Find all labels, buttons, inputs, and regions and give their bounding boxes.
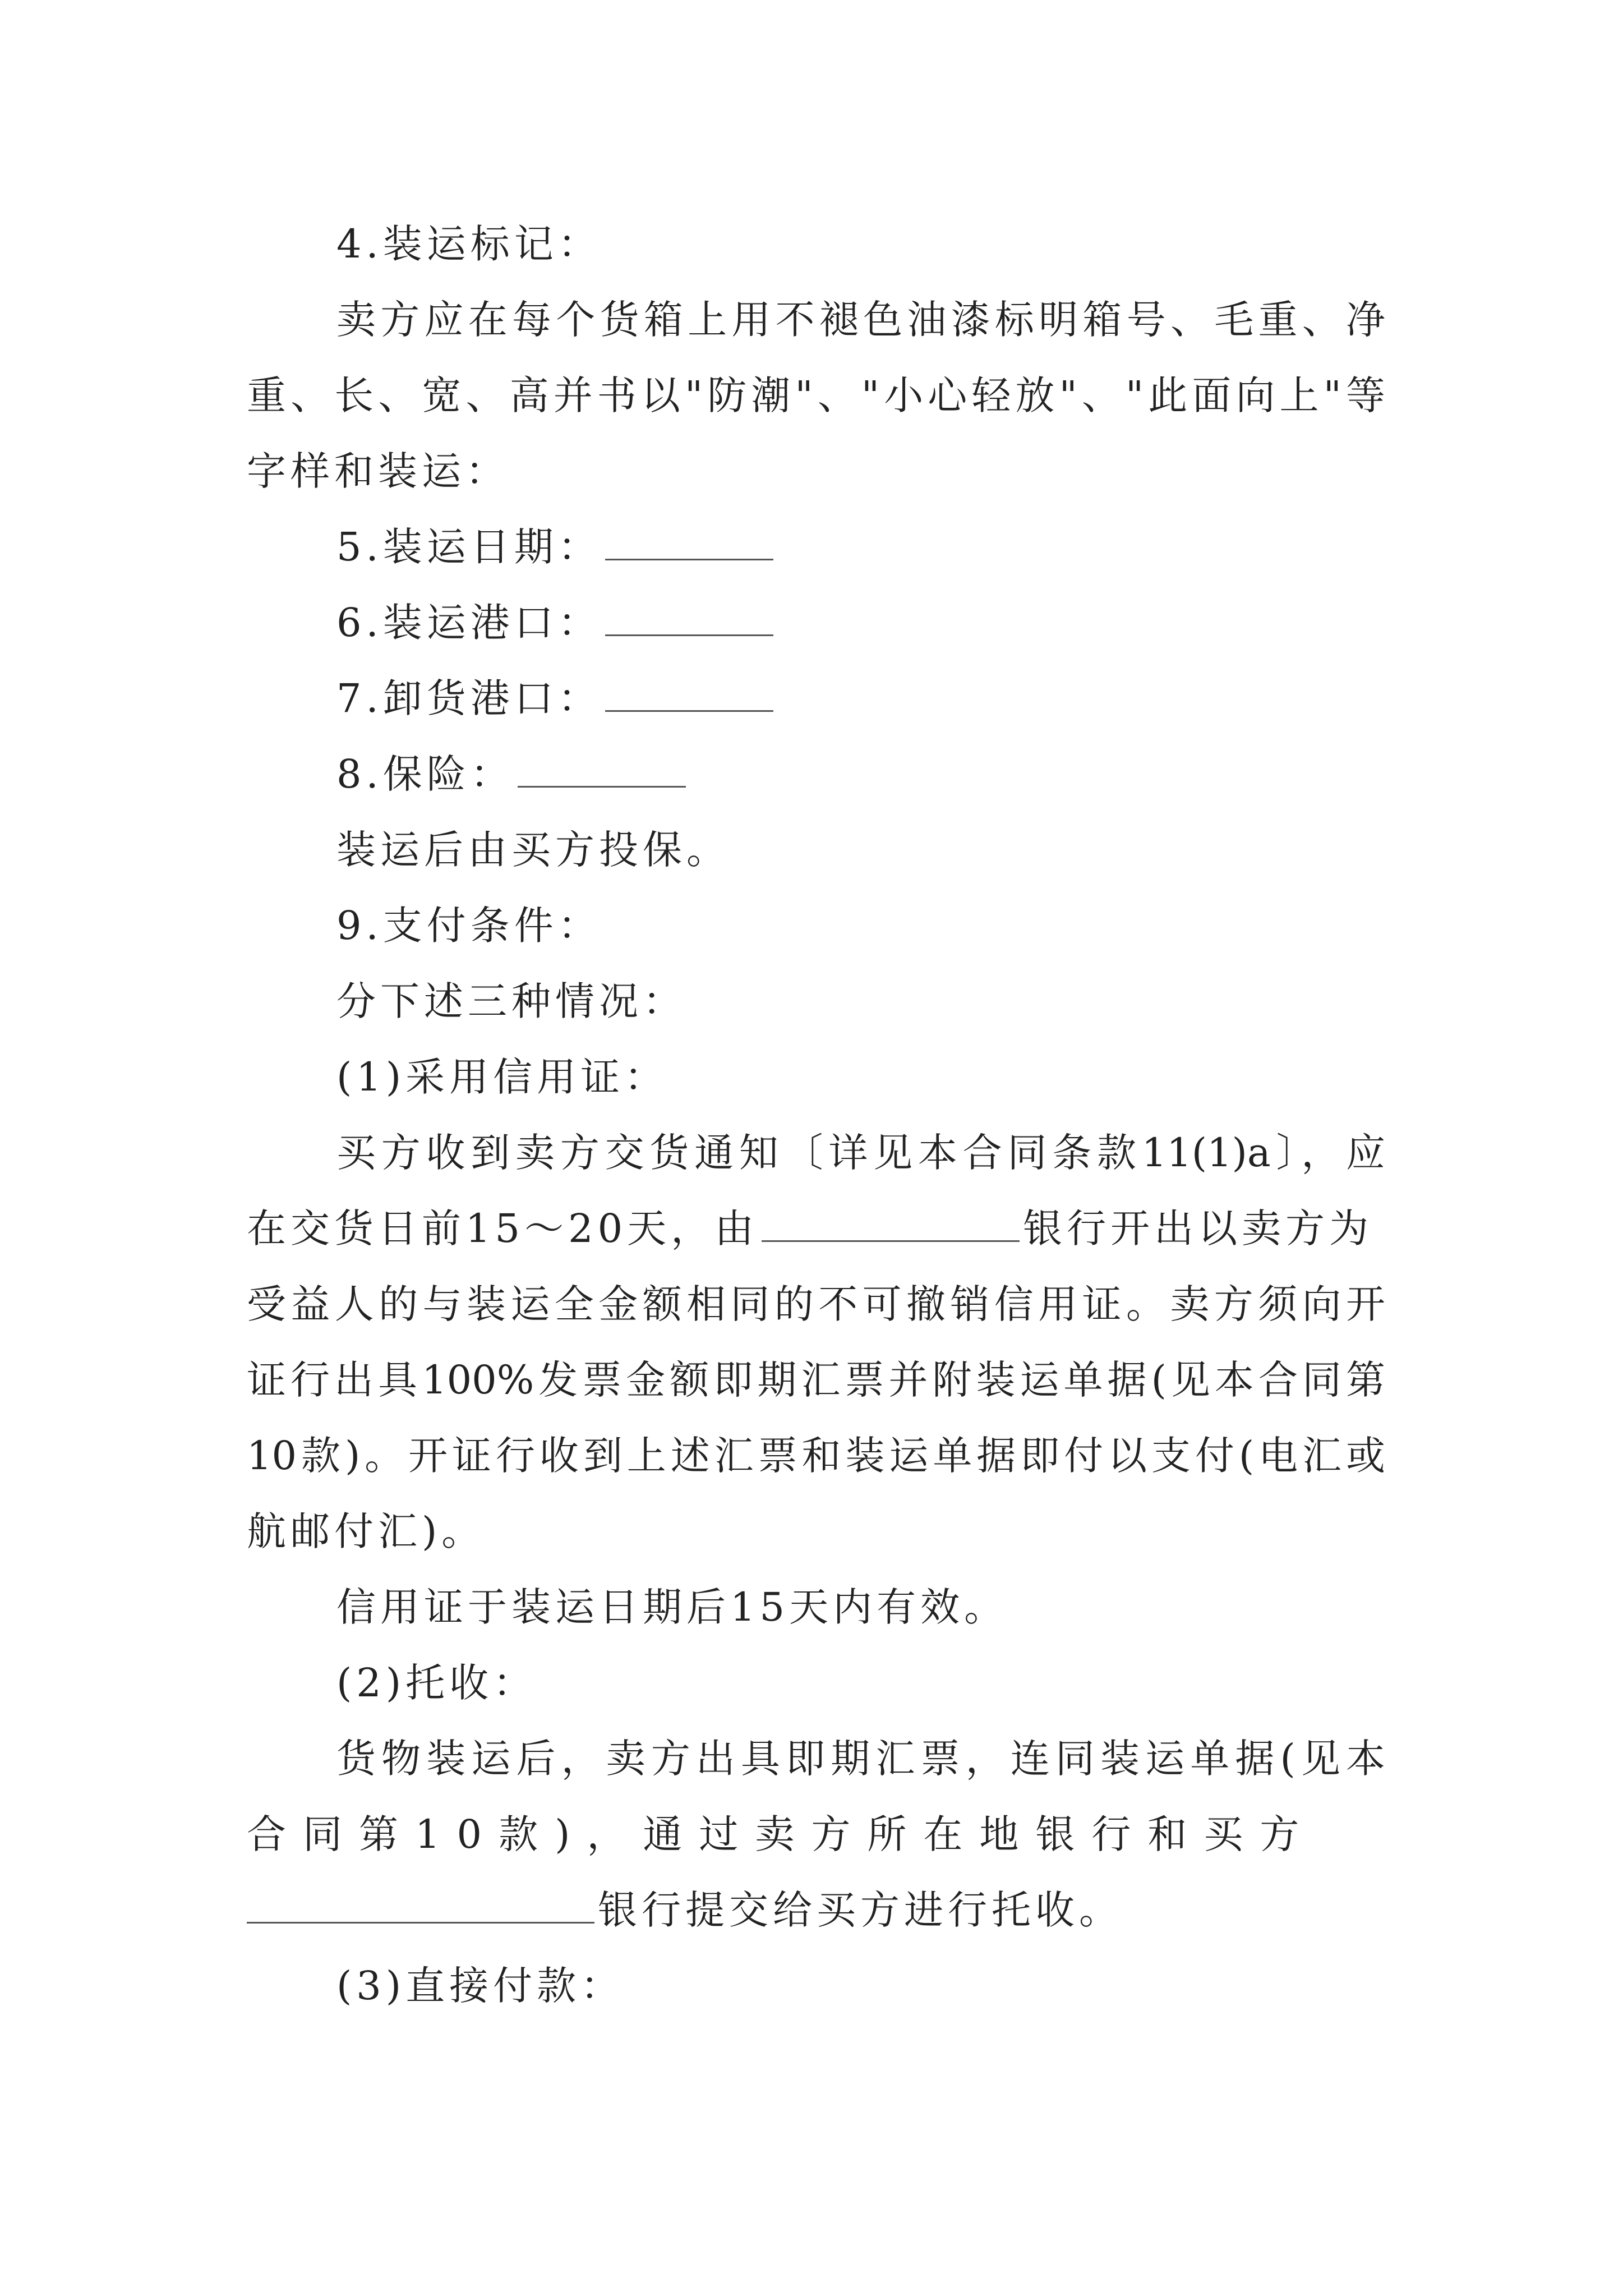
section-heading-payment-terms	[336, 898, 1385, 954]
paragraph-text: (2)托收：	[336, 1660, 537, 1706]
paragraph-text: 货物装运后，卖方出具即期汇票，连同装运单据(见本	[336, 1736, 1385, 1782]
fill-in-blank[interactable]	[605, 597, 773, 636]
paragraph-text: 信用证于装运日期后15天内有效。	[336, 1584, 1008, 1630]
paragraph-line	[336, 1731, 1385, 1787]
paragraph-text: 装运后由买方投保。	[336, 827, 730, 873]
subheading-collection	[336, 1655, 1385, 1711]
paragraph-line	[247, 1200, 1385, 1257]
paragraph-text: 航邮付汇)。	[247, 1508, 486, 1554]
subheading-direct-payment	[336, 1958, 1385, 2014]
paragraph-text: 卖方应在每个货箱上用不褪色油漆标明箱号、毛重、净	[336, 297, 1385, 343]
section-heading-port-of-discharge	[336, 670, 1385, 726]
section-heading-shipping-marks	[336, 216, 1385, 272]
paragraph-text: 6.装运港口：	[336, 600, 602, 646]
paragraph-line	[247, 1276, 1385, 1332]
paragraph-line	[247, 1503, 1385, 1559]
paragraph-line	[336, 822, 1385, 878]
paragraph-text: 7.卸货港口：	[336, 675, 602, 721]
paragraph-line	[247, 1806, 1385, 1862]
paragraph-text: 4.装运标记：	[336, 221, 602, 267]
paragraph-line	[336, 1125, 1385, 1181]
fill-in-blank[interactable]	[518, 749, 686, 788]
fill-in-blank[interactable]	[762, 1203, 1020, 1242]
paragraph-line	[336, 1579, 1385, 1635]
subheading-letter-of-credit	[336, 1049, 1385, 1105]
paragraph-text: 银行提交给买方进行托收。	[598, 1887, 1123, 1933]
paragraph-text: 5.装运日期：	[336, 524, 602, 570]
paragraph-text: 买方收到卖方交货通知〔详见本合同条款11(1)a〕，应	[336, 1130, 1385, 1176]
paragraph-line	[247, 1882, 1385, 1938]
paragraph-text: 合同第10款)，通过卖方所在地银行和买方	[247, 1811, 1316, 1857]
paragraph-text: 字样和装运：	[247, 448, 509, 494]
paragraph-text: 分下述三种情况：	[336, 978, 686, 1024]
paragraph-text: 重、长、宽、高并书以"防潮"、"小心轻放"、"此面向上"等	[247, 372, 1385, 418]
paragraph-text: 证行出具100%发票金额即期汇票并附装运单据(见本合同第	[247, 1357, 1385, 1403]
paragraph-line	[336, 973, 1385, 1029]
section-heading-insurance	[336, 746, 1385, 802]
section-heading-shipment-date	[336, 519, 1385, 575]
paragraph-text: 9.支付条件：	[336, 903, 602, 949]
section-heading-port-of-loading	[336, 595, 1385, 651]
fill-in-blank[interactable]	[605, 522, 773, 560]
paragraph-text: 受益人的与装运全金额相同的不可撤销信用证。卖方须向开	[247, 1281, 1385, 1327]
paragraph-line	[247, 443, 1385, 499]
paragraph-text: 10款)。开证行收到上述汇票和装运单据即付以支付(电汇或	[247, 1433, 1385, 1479]
paragraph-text: 在交货日前15～20天，由	[247, 1205, 759, 1251]
fill-in-blank[interactable]	[605, 673, 773, 712]
paragraph-text: (3)直接付款：	[336, 1963, 625, 2009]
paragraph-text: 8.保险：	[336, 751, 514, 797]
paragraph-line	[247, 1428, 1385, 1484]
paragraph-line	[336, 292, 1385, 348]
paragraph-line	[247, 367, 1385, 424]
fill-in-blank[interactable]	[247, 1885, 594, 1924]
paragraph-text: 银行开出以卖方为	[1023, 1205, 1373, 1251]
paragraph-line	[247, 1352, 1385, 1408]
paragraph-text: (1)采用信用证：	[336, 1054, 668, 1100]
